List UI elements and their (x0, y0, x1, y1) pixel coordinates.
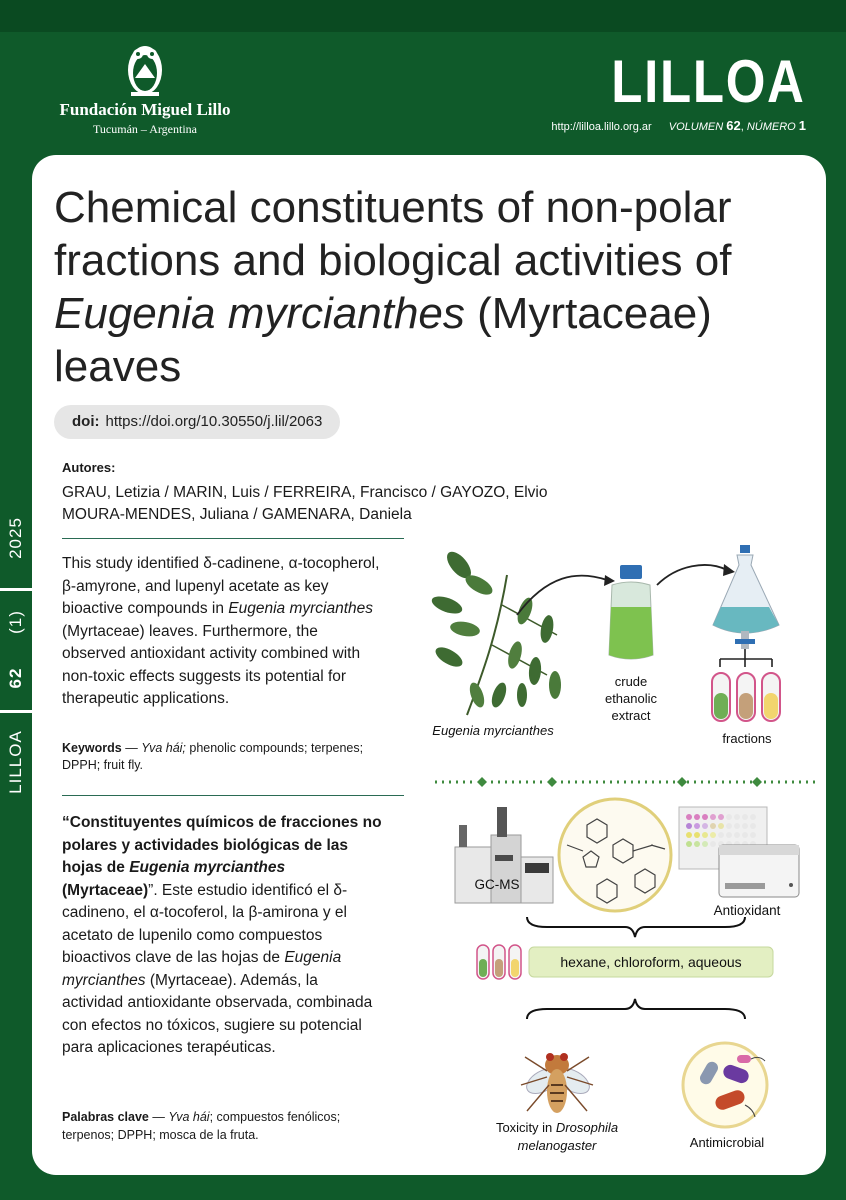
doi-link[interactable]: https://doi.org/10.30550/j.lil/2063 (105, 413, 323, 430)
volume-label: VOLUMEN (668, 121, 724, 133)
issue-number: 1 (798, 118, 806, 133)
brace-top (527, 917, 745, 937)
spanish-summary (62, 812, 382, 1060)
english-summary (62, 553, 382, 711)
antimicrobial-label: Antimicrobial (689, 1135, 765, 1150)
toxicity-text: Toxicity in (495, 1120, 556, 1135)
plant-icon (430, 548, 561, 715)
es-body-text-end: (Myrtaceae). Además, la actividad antioxidante observada, combinada con efectos no tóxicos, sugiere su potencial para aplicaciones terapéuticas. (62, 971, 373, 1056)
doi-label: doi: (72, 413, 100, 430)
plant-species: Eugenia myrcianthes (432, 723, 554, 738)
dotted-divider (435, 777, 819, 787)
side-issue: (1) (6, 610, 25, 634)
molecule-structures-icon (559, 799, 671, 911)
solvents-label: hexane, chloroform, aqueous (560, 954, 742, 970)
side-journal: LILLOA (6, 730, 25, 794)
authors-list (62, 482, 582, 526)
antioxidant-label: Antioxidant (713, 903, 781, 918)
es-title-close: ”. (148, 881, 158, 899)
owl-logo-icon (123, 40, 167, 98)
plant-label (413, 723, 573, 738)
es-title-text: “Constituyentes químicos de fracciones no polares y actividades biológicas de las hojas de (62, 814, 382, 876)
graphical-abstract-art (407, 545, 827, 1165)
title-text-end: (Myrtaceae) leaves (54, 289, 712, 391)
keywords-label: Keywords (62, 741, 122, 755)
foundation-name: Fundación Miguel Lillo (59, 100, 231, 119)
microbes-icon (683, 1043, 767, 1127)
title-species: Eugenia myrcianthes (54, 289, 465, 338)
summary-species: Eugenia myrcianthes (228, 600, 374, 617)
keywords (62, 740, 392, 774)
section-rule (62, 538, 404, 539)
doi-badge[interactable] (54, 405, 340, 439)
fractions-label: fractions (722, 731, 772, 746)
extract-line: extract (611, 708, 651, 723)
journal-brand (551, 48, 806, 133)
fractions-tubes-icon (712, 673, 780, 721)
toxicity-species: melanogaster (517, 1138, 597, 1153)
authors-line: GRAU, Letizia / MARIN, Luis / FERREIRA, Francisco / GAYOZO, Elvio (62, 484, 548, 501)
side-band (0, 500, 32, 860)
gcms-label: GC-MS (474, 877, 520, 892)
title-text: Chemical constituents of non-polar fractions and biological activities of (54, 183, 732, 285)
toxicity-species: Drosophila (555, 1120, 619, 1135)
side-year: 2025 (6, 517, 25, 559)
solvent-tubes-icon (477, 945, 521, 979)
extract-label (581, 673, 681, 724)
es-title-species: Eugenia myrcianthes (129, 859, 286, 876)
toxicity-label (457, 1119, 657, 1155)
foundation-location: Tucumán – Argentina (93, 122, 197, 136)
authors-label: Autores: (62, 460, 116, 475)
article-title (54, 181, 774, 393)
es-body-species: Eugenia myrcianthes (62, 949, 342, 989)
graphical-abstract (407, 545, 827, 1165)
extract-line: ethanolic (604, 691, 658, 706)
es-body-text: Este estudio identificó el δ-cadineno, el α-tocoferol, la β-amirona y el acetato de lupenilo como compuestos bioactivos clave de las hojas de (62, 881, 348, 966)
journal-name: LILLOA (611, 48, 806, 115)
keywords-sep: — (121, 741, 142, 755)
top-band (0, 0, 846, 32)
keywords-rest: phenolic compounds; terpenes; DPPH; fruit fly. (62, 741, 364, 772)
volume-number: 62 (726, 118, 741, 133)
keyword-first: Yva hái; (141, 741, 186, 755)
journal-url[interactable]: http://lilloa.lillo.org.ar (551, 121, 652, 133)
palabras-rest: ; compuestos fenólicos; terpenos; DPPH; mosca de la fruta. (62, 1110, 341, 1142)
number-label: NÚMERO (746, 121, 796, 133)
authors-line: MOURA-MENDES, Juliana / GAMENARA, Daniela (62, 506, 412, 523)
bottle-icon (609, 565, 653, 659)
funnel-icon (713, 545, 779, 667)
palabras-first: Yva hái (168, 1110, 210, 1124)
side-volume: 62 (6, 667, 25, 689)
side-divider (0, 588, 32, 591)
foundation-logo (40, 40, 250, 137)
palabras-label: Palabras clave (62, 1110, 149, 1124)
fruit-fly-icon (521, 1053, 594, 1113)
palabras-clave (62, 1108, 362, 1144)
es-title-text-end: (Myrtaceae) (62, 881, 149, 899)
extract-line: crude (614, 674, 648, 689)
plate-reader-icon (679, 807, 799, 897)
article-card (32, 155, 826, 1175)
section-rule (62, 795, 404, 796)
summary-text: This study identified δ-cadinene, α-tocopherol, β-amyrone, and lupenyl acetate as key bioactive compounds in (62, 555, 380, 617)
palabras-sep: — (148, 1110, 169, 1124)
brace-bottom (527, 999, 745, 1019)
journal-meta: http://lilloa.lillo.org.ar VOLUMEN 62, NÚMERO 1 (551, 118, 806, 133)
summary-text-end: (Myrtaceae) leaves. Furthermore, the observed antioxidant activity combined with non-toxic effects suggests its potential for therapeutic applications. (62, 622, 361, 707)
side-divider (0, 710, 32, 713)
